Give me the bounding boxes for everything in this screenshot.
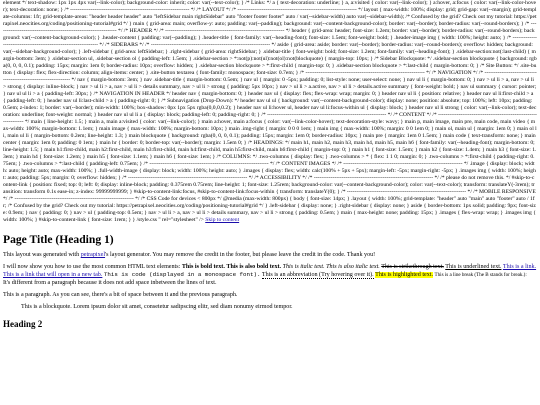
formatting-paragraph <box>3 263 537 287</box>
skip-to-content-link[interactable]: Skip to content <box>205 217 240 223</box>
intro-paragraph <box>3 251 537 259</box>
italic-text-2: This is also italic text. <box>326 264 380 270</box>
main-content <box>3 233 537 329</box>
formatting-lead: I will now show you how to use the most common HTML text elements: <box>3 264 182 270</box>
blockquote: This is a blockquote. Lorem ipsum dolor sit amet, consetetur sadipscing elitr, sed diam nonumy eirmod tempor. <box>21 304 293 310</box>
intro-text-before: This layout was generated with <box>3 252 81 258</box>
heading-2: Heading 2 <box>3 319 43 329</box>
unstyled-css-text <box>3 0 537 224</box>
highlighted-text: This is highlighted text. <box>375 272 433 278</box>
line-break-text: This is a line break (The B stands for break.): <box>434 272 527 278</box>
example-link[interactable]: This is a link. <box>502 264 537 270</box>
italic-text: This is italic text. <box>282 264 325 270</box>
after-break-text: It's different from a paragraph because it does not add space inbetween the lines of text. <box>3 280 217 286</box>
strikethrough-text: This is strikethrough text. <box>381 264 444 270</box>
bold-text: This is bold text. <box>181 264 225 270</box>
plain-paragraph: This is a paragraph. As you can see, there's a bit of space between it and the previous paragraph. <box>3 292 238 298</box>
code-text: This is code (displayed in a monospace font). <box>103 271 261 278</box>
new-tab-link[interactable]: This is a link that will open in a new tab. <box>3 272 103 278</box>
bold-text-2: This is also bold text. <box>226 264 282 270</box>
abbreviation-text[interactable]: This is an abbreviation (Try hovering over it). <box>261 272 374 278</box>
petrapixel-link[interactable]: petrapixel <box>80 252 106 258</box>
intro-text-after: 's layout generator. You may remove the credit in the footer, but please leave the credit in the code. Thank you! <box>105 252 376 258</box>
page-title: Page Title (Heading 1) <box>3 233 114 246</box>
css-dump-text: element */ text-shadow: 1px 1px 4px var(--link-color); background-color: inherit; color: var(--text-color); } /* Links: */ a { text-decoration: underline; } a, a:visited { color: var(--link-color); } a:hover, a:focus { color: var(--link-color-hover); text-decoration: none; } /* ---------------------------------------------------------------- */ /* LAYOUT */ /* ---------------------------------------------------------------- */ layout { max-width: 100%; display: grid; grid-gap: var(--margin); grid-template-columns: 1fr; grid-template-areas: "header header header" auto "leftSidebar main rightSidebar" auto "footer footer footer" auto / var(--sidebar-width) auto var(--sidebar-width); /* Confused by the grid? Check out my tutorial: https://petrapixel.neocities.org/coding/positioning-tutorial#grid */ } main { grid-area: main; overflow-y: auto; padding: var(--padding); background: var(--content-background-color); border: var(--border); border-radius: var(--round-borders); } /* ---------------------------------------------------------------- */ /* HEADER */ /* ---------------------------------------------------------------- */ header { grid-area: header; font-size: 1.2em; border: var(--border); border-radius: var(--round-borders); background: var(--content-background-color); } .header-content { padding: var(--padding); } .header-title { font-family: var(--heading-font); font-size: 1.5em; font-weight: bold; } .header-image img { width: 100%; height: auto; } /* ---------------------------------------------------------------- */ /* SIDEBARS */ /* ---------------------------------------------------------------- */ aside { grid-area: aside; border: var(--border); border-radius: var(--round-borders); overflow: hidden; background: var(--sidebar-background-color); } .left-sidebar { grid-area: leftSidebar; } .right-sidebar { grid-area: rightSidebar; } .sidebar-title { font-weight: bold; font-size: 1.2em; font-family: var(--heading-font); } .sidebar-section:not(:last-child) { margin-bottom: 3em; } .sidebar-section ul, .sidebar-section ol { padding-left: 1.5em; } .sidebar-section > *:not(p):not(ul):not(ol):not(blockquote) { margin-top: 10px; } /* Sidebar Blockquote: */ .sidebar-section blockquote { background: rgba(0, 0, 0, 0.1); padding: 15px; margin: 1em 0; border-radius: 10px; overflow: hidden; } .sidebar-section blockquote > *:first-child { margin-top: 0; } .sidebar-section blockquote > *:last-child { margin-bottom: 0; } /* Site Button: */ .site-button { display: flex; flex-direction: column; align-items: center; } .site-button textarea { font-family: monospace; font-size: 0.7em; } /* ---------------------------------------------------------------- */ /* NAVIGATION */ /* ---------------------------------------------------------------- */ nav { margin-bottom: 3em; } nav .sidebar-title { margin-bottom: 0.5em; } nav ul { margin: 0 -5px; padding: 0; list-style: none; user-select: none; } nav ul li { margin-bottom: 0; } nav > ul li > a, nav > ul li > strong { display: inline-block; } nav > ul li > a, nav > ul li > details summary, nav > ul li > strong { padding: 5px 10px; } nav > ul li > a.active, nav > ul li > details.active summary { font-weight: bold; } nav ul summary { cursor: pointer; } nav ul ul li > a { padding-left: 30px; } /* NAVIGATION IN HEADER */ header nav { margin-bottom: 0; } header nav ul { display: flex; flex-wrap: wrap; margin: 0; } header nav ul li { position: relative; } header nav ul li:first-child > a { padding-left: 0; } header nav ul li:last-child > a { padding-right: 0; } /* Subnavigation (Drop-Down): */ header nav ul ul { background: var(--content-background-color); display: none; position: absolute; top: 100%; left: 10px; padding: 0.5em; z-index: 1; border: var(--border); min-width: 100%; box-shadow: 0px 1px 5px rgba(0,0,0,0.2); } header nav ul li:hover ul, header nav ul li:focus-within ul { display: block; } header nav ul li strong { color: var(--link-color); text-decoration: underline; font-weight: normal; } header nav ul ul li a { display: block; padding-left: 0; padding-right: 0; } /* ---------------------------------------------------------------- */ /* CONTENT */ /* ---------------------------------------------------------------- */ main { line-height: 1.5; } main a, main a:visited { color: var(--link-color); } main a:hover, main a:focus { color: var(--link-color-hover); text-decoration-style: wavy; } main p, main image, main pre, main code, main video { max-width: 100%; margin-bottom: 1.1em; } main image { max-width: 100%; margin-bottom: 10px; } main .img-right { margin: 0 0 0 1em; } main img { max-width: 100%; margin: 0 0 1em 0; } main ol, main ul { margin: 1em 0; } main ol li, main ul li { margin-bottom: 0.2em; line-height: 1.3; } main blockquote { background: rgba(0, 0, 0, 0.1); padding: 15px; margin: 1em 0; border-radius: 10px; } main pre { margin: 1em 0 1.5em; } main code { text-transform: none; } main center { margin: 1em 0; padding: 0 1em; } main hr { border: 0; border-top: var(--border); margin: 1.5em 0; } /* HEADINGS: */ main h1, main h2, main h3, main h4, main h5, main h6 { font-family: var(--heading-font); margin-bottom: 0; line-height: 1.5; } main h1:first-child, main h2:first-child, main h3:first-child, main h4:first-child, main h5:first-child, main h6:first-child { margin-top: 0; } main h1 { font-size: 1.5em; } main h2 { font-size: 1.4em; } main h3 { font-size: 1.3em; } main h4 { font-size: 1.2em; } main h5 { font-size: 1.1em; } main h6 { font-size: 1em; } /* COLUMNS: */ .two-columns { display: flex; } .two-columns > * { flex: 1 1 0; margin: 0; } .two-columns > *:first-child { padding-right: 0.75em; } .two-columns > *:last-child { padding-left: 0.75em; } /* ---------------------------------------------------------------- */ /* CONTENT IMAGES */ /* ---------------------------------------------------------------- */ .image { display: block; width: auto; height: auto; max-width: 100%; } .full-width-image { display: block; width: 100%; height: auto; } .images { display: flex; width: calc(100% + 5px + 5px); margin-left: -5px; margin-right: -5px; } .images img { width: 100%; height: auto; padding: 5px; margin: 0; overflow: hidden; } /* ---------------------------------------------------------------- */ /* ACCESSIBILITY */ /* ---------------------------------------------------------------- */ /* please do not remove this. */ #skip-to-content-link { position: fixed; top: 0; left: 0; display: inline-block; padding: 0.375rem 0.75rem; line-height: 1; font-size: 1.25rem; background-color: var(--content-background-color); color: var(--text-color); transform: translateY(-3rem); transition: transform 0.1s ease-in; z-index: 99999999999; } #skip-to-content-link:focus, #skip-to-content-link:focus-within { transform: translateY(0); } /* ---------------------------------------------------------------- */ /* MOBILE RESPONSIVE */ /* ---------------------------------------------------------------- */ /* CSS Code for devices < 800px */ @media (max-width: 800px) { body { font-size: 14px; } .layout { width: 100%; grid-template: "header" auto "main" auto "footer" auto / 1fr; /* Confused by the grid? Check out my tutorial: https://petrapixel.neocities.org/coding/positioning-tutorial#grid */ } .left-sidebar { display: none; } .right-sidebar { display: none; } aside { border-bottom: 1px solid; padding: 9px; font-size: 0.9em; } nav { padding: 0; } nav > ul { padding-top: 0.5em; } nav > ul li > a, nav > ul li > details summary, nav > ul li > strong { padding: 0.5em; } main { max-height: none; padding: 15px; } .images { flex-wrap: wrap; } .images img { width: 100%; } #skip-to-content-link { font-size: 1rem; } } /style.css " rel="stylesheet" /> <box>3 0 537 223</box>
underlined-text: This is underlined text. <box>445 264 502 270</box>
